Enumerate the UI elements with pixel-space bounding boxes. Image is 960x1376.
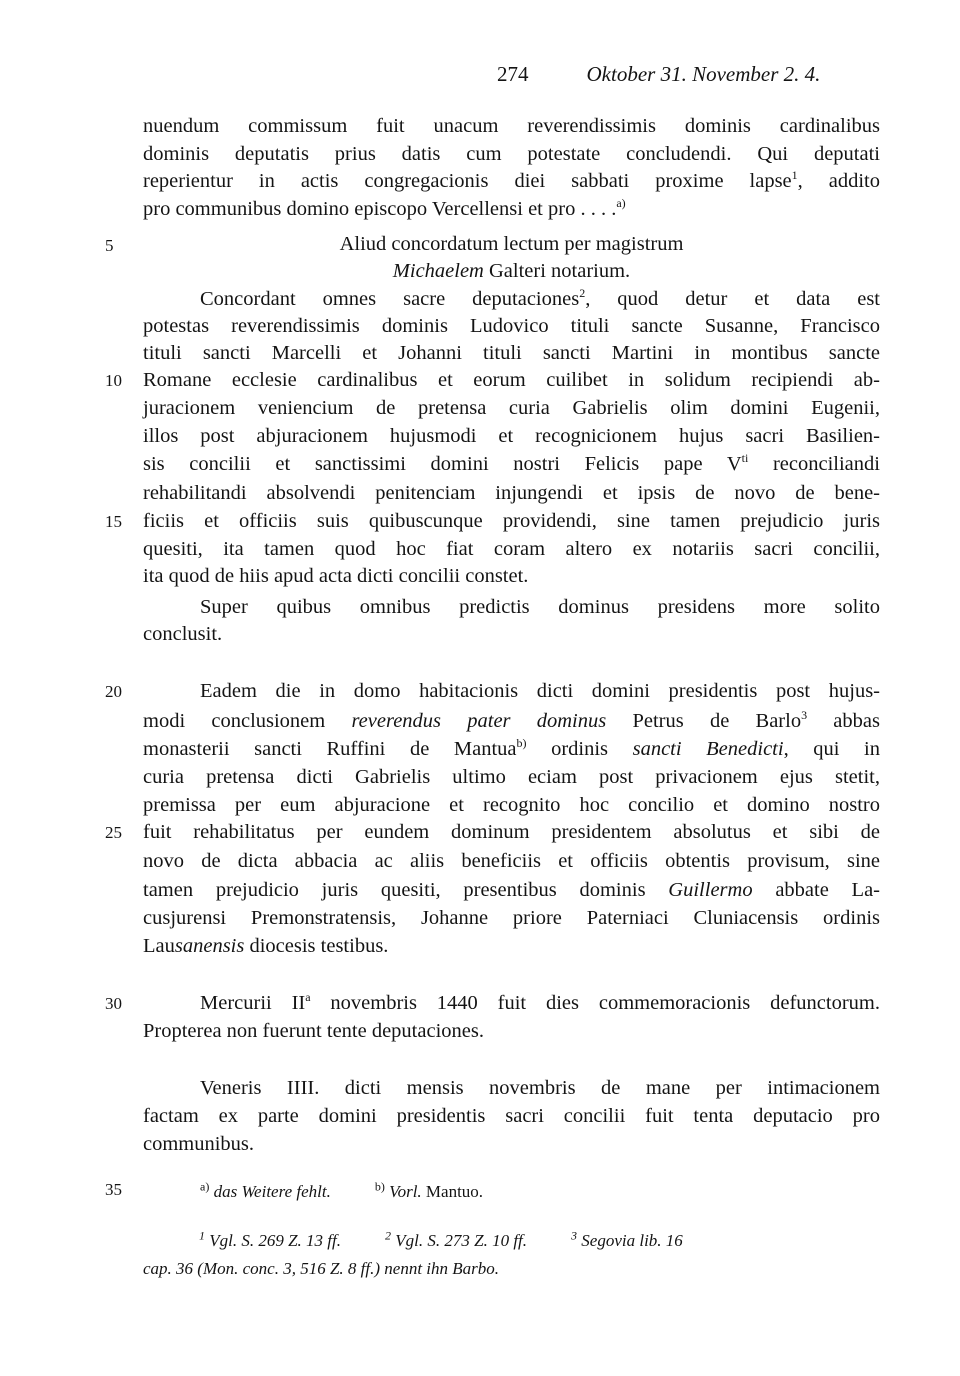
footnote-mark-2: 2 bbox=[385, 1228, 392, 1243]
text-line-11: juracionem veniencium de pretensa curia Gabrielis olim domini Eugenii, bbox=[143, 397, 880, 419]
footnote-ref-3: 3 bbox=[801, 708, 808, 723]
text-line-2: dominis deputatis prius datis cum potestate concludendi. Qui deputati bbox=[143, 143, 880, 165]
text-line-18: Super quibus omnibus predictis dominus presidens more solito bbox=[200, 596, 880, 618]
text-line-15: ficiis et officiis suis quibuscunque providendi, sine tamen prejudicio juris bbox=[143, 510, 880, 532]
text-line-1: nuendum commissum fuit unacum reverendissimis dominis cardinalibus bbox=[143, 115, 880, 137]
footnote-mark-1: 1 bbox=[199, 1228, 205, 1243]
text-line-7: Concordant omnes sacre deputaciones$^2$, quod detur et data est bbox=[200, 286, 880, 310]
text-line-21: modi conclusionem reverendus pater dominus Petrus de Barlo$^3$ abbas bbox=[143, 708, 880, 732]
page-number: 274 bbox=[497, 62, 529, 86]
footnotes-line-2: cap. 36 (Mon. conc. 3, 516 Z. 8 ff.) nennt ihn Barbo. bbox=[143, 1259, 500, 1278]
text-line-20: Eadem die in domo habitacionis dicti domini presidentis post hujus- bbox=[200, 680, 880, 702]
text-line-25: fuit rehabilitatus per eundem dominum presidentem absolutus et sibi de bbox=[143, 821, 880, 843]
text-line-23: curia pretensa dicti Gabrielis ultimo eciam post privacionem ejus stetit, bbox=[143, 766, 880, 788]
line-number-20: 20 bbox=[105, 682, 122, 701]
line-number-15: 15 bbox=[105, 512, 122, 531]
footnote-2: Vgl. S. 273 Z. 10 ff. bbox=[395, 1231, 528, 1250]
text-line-24: premissa per eum abjuracione et recognito hoc concilio et domino nostro bbox=[143, 794, 880, 816]
line-number-30: 30 bbox=[105, 994, 122, 1013]
line-number-25: 25 bbox=[105, 823, 122, 842]
footnote-3: Segovia lib. 16 bbox=[581, 1231, 683, 1250]
text-line-29: Lausanensis diocesis testibus. bbox=[143, 935, 389, 957]
text-line-30: Mercurii $II^a$ novembris 1440 fuit dies commemoracionis defunctorum. bbox=[200, 990, 880, 1014]
text-line-12: illos post abjuracionem hujusmodi et recognicionem hujus sacri Basilien- bbox=[143, 425, 880, 447]
running-title: Oktober 31. November 2. 4. bbox=[586, 62, 821, 86]
footnote-1: Vgl. S. 269 Z. 13 ff. bbox=[209, 1231, 342, 1250]
text-line-26: novo de dicta abbacia ac aliis beneficiis et officiis obtentis provisum, sine bbox=[143, 850, 880, 872]
line-number-10: 10 bbox=[105, 371, 122, 390]
critical-apparatus: $^{a)}$ das Weitere fehlt. $^{b)}$ Vorl. Mantuo. bbox=[200, 1179, 484, 1201]
text-line-33: factam ex parte domini presidentis sacri concilii fuit tenta deputacio pro bbox=[143, 1105, 880, 1127]
apparatus-ref-b: b) bbox=[516, 736, 527, 751]
text-line-19: conclusit. bbox=[143, 623, 223, 645]
text-line-22: monasterii sancti Ruffini de Mantua$^{b)}$ ordinis sancti Benedicti, qui in bbox=[143, 736, 881, 760]
line-number-35: 35 bbox=[105, 1180, 122, 1199]
centered-note-line-2: Michaelem Galteri notarium. bbox=[392, 260, 631, 282]
text-line-34: communibus. bbox=[143, 1133, 255, 1155]
centered-note-line-1: Aliud concordatum lectum per magistrum bbox=[339, 233, 684, 255]
text-line-17: ita quod de hiis apud acta dicti concilii constet. bbox=[143, 565, 529, 587]
footnote-ref-2: 2 bbox=[579, 286, 586, 301]
text-line-10: Romane ecclesie cardinalibus et eorum cuilibet in solidum recipiendi ab- bbox=[143, 369, 880, 391]
text-line-31: Propterea non fuerunt tente deputaciones. bbox=[143, 1020, 484, 1042]
text-line-16: quesiti, ita tamen quod hoc fiat coram altero ex notariis sacri concilii, bbox=[143, 538, 880, 560]
text-line-27: tamen prejudicio juris quesiti, presentibus dominis Guillermo abbate La- bbox=[143, 879, 880, 901]
text-line-14: rehabilitandi absolvendi penitenciam injungendi et ipsis de novo de bene- bbox=[143, 482, 880, 504]
text-line-3: reperientur in actis congregacionis diei sabbati proxime lapse$^1$, addito bbox=[143, 168, 881, 192]
text-line-32: Veneris IIII. dicti mensis novembris de mane per intimacionem bbox=[200, 1077, 880, 1099]
text-line-9: tituli sancti Marcelli et Johanni tituli sancti Martini in montibus sancte bbox=[143, 342, 880, 364]
footnote-mark-3: 3 bbox=[571, 1228, 578, 1243]
text-line-4: pro communibus domino episcopo Vercellensi et pro . . . .$^{a)}$ bbox=[143, 196, 626, 220]
text-line-13: sis concilii et sanctissimi domini nostri Felicis pape $V^{ti}$ reconciliandi bbox=[143, 451, 880, 475]
footnotes-line-1 bbox=[199, 1228, 879, 1254]
footnote-ref-1: 1 bbox=[791, 168, 798, 183]
line-number-5: 5 bbox=[105, 236, 114, 255]
text-line-8: potestas reverendissimis dominis Ludovico tituli sancte Susanne, Francisco bbox=[143, 315, 880, 337]
page-header bbox=[497, 62, 820, 87]
apparatus-ref-a: a) bbox=[616, 196, 626, 211]
text-line-28: cusjurensi Premonstratensis, Johanne priore Paterniaci Cluniacensis ordinis bbox=[143, 907, 880, 929]
